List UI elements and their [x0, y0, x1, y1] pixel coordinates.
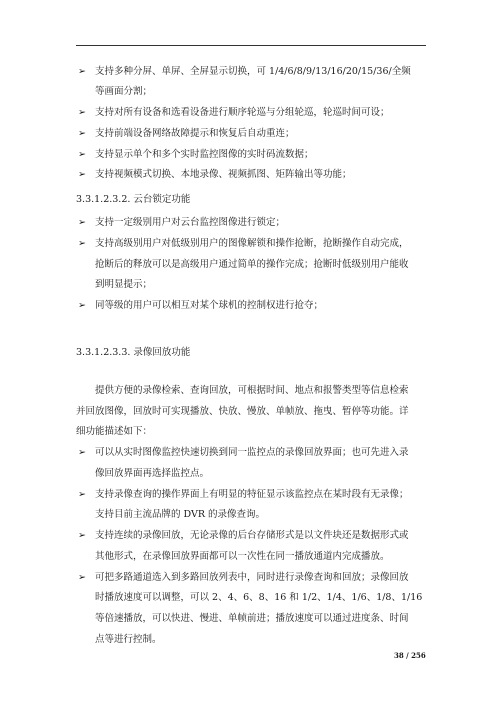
bullet-arrow-icon: ➢	[78, 300, 86, 311]
list-item-text: 可把多路通道选入到多路回放列表中，同时进行录像查询和回放；录像回放	[95, 572, 409, 583]
list-item-text: 抢断后的释放可以是高级用户通过简单的操作完成；抢断时低级别用户能收	[95, 259, 409, 270]
bullet-arrow-icon: ➢	[78, 530, 86, 541]
list-item-text: 支持多种分屏、单屏、全屏显示切换，可 1/4/6/8/9/13/16/20/15/36/全频	[95, 66, 411, 77]
list-item-text: 等画面分割；	[95, 86, 153, 97]
paragraph-line: 提供方便的录像检索、查询回放，可根据时间、地点和报警类型等信息检索	[95, 385, 409, 396]
bullet-arrow-icon: ➢	[78, 489, 86, 500]
paragraph-line: 细功能描述如下：	[76, 426, 153, 437]
list-item-text: 支持目前主流品牌的 DVR 的录像查询。	[95, 509, 266, 520]
list-item-text: 支持录像查询的操作界面上有明显的特征显示该监控点在某时段有无录像；	[95, 489, 409, 500]
bullet-arrow-icon: ➢	[78, 107, 86, 118]
section-heading: 3.3.1.2.3.2. 云台锁定功能	[76, 194, 191, 205]
list-item-text: 到明显提示；	[95, 279, 153, 290]
list-item-text: 支持一定级别用户对云台监控图像进行锁定；	[95, 217, 286, 228]
header-rule	[76, 45, 426, 46]
list-item-text: 支持高级别用户对低级别用户的图像解锁和操作抢断，抢断操作自动完成，	[95, 238, 409, 249]
list-item-text: 时播放速度可以调整，可以 2、4、6、8、16 和 1/2、1/4、1/6、1/8、1/16	[95, 592, 423, 603]
list-item-text: 支持对所有设备和选看设备进行顺序轮巡与分组轮巡，轮巡时间可设；	[95, 107, 390, 118]
list-item-text: 支持显示单个和多个实时监控图像的实时码流数据；	[95, 149, 314, 160]
section-heading: 3.3.1.2.3.3. 录像回放功能	[76, 347, 191, 358]
list-item-text: 支持连续的录像回放，无论录像的后台存储形式是以文件块还是数据形式或	[95, 530, 409, 541]
list-item-text: 点等进行控制。	[95, 634, 162, 645]
bullet-arrow-icon: ➢	[78, 149, 86, 160]
bullet-arrow-icon: ➢	[78, 572, 86, 583]
bullet-arrow-icon: ➢	[78, 66, 86, 77]
list-item-text: 支持前端设备网络故障提示和恢复后自动重连；	[95, 128, 295, 139]
paragraph-line: 并回放图像，回放时可实现播放、快放、慢放、单帧放、拖曳、暂停等功能。详	[76, 406, 409, 417]
list-item-text: 其他形式，在录像回放界面都可以一次性在同一播放通道内完成播放。	[95, 551, 390, 562]
list-item-text: 等倍速播放，可以快进、慢进、单帧前进；播放速度可以通过进度条、时间	[95, 613, 409, 624]
list-item-text: 可以从实时图像监控快速切换到同一监控点的录像回放界面；也可先进入录	[95, 447, 409, 458]
page-number: 38 / 256	[394, 651, 426, 660]
list-item-text: 同等级的用户可以相互对某个球机的控制权进行抢夺；	[95, 300, 324, 311]
bullet-arrow-icon: ➢	[78, 169, 86, 180]
bullet-arrow-icon: ➢	[78, 217, 86, 228]
bullet-arrow-icon: ➢	[78, 238, 86, 249]
bullet-arrow-icon: ➢	[78, 128, 86, 139]
list-item-text: 支持视频模式切换、本地录像、视频抓图、矩阵输出等功能；	[95, 169, 352, 180]
list-item-text: 像回放界面再选择监控点。	[95, 468, 210, 479]
bullet-arrow-icon: ➢	[78, 447, 86, 458]
